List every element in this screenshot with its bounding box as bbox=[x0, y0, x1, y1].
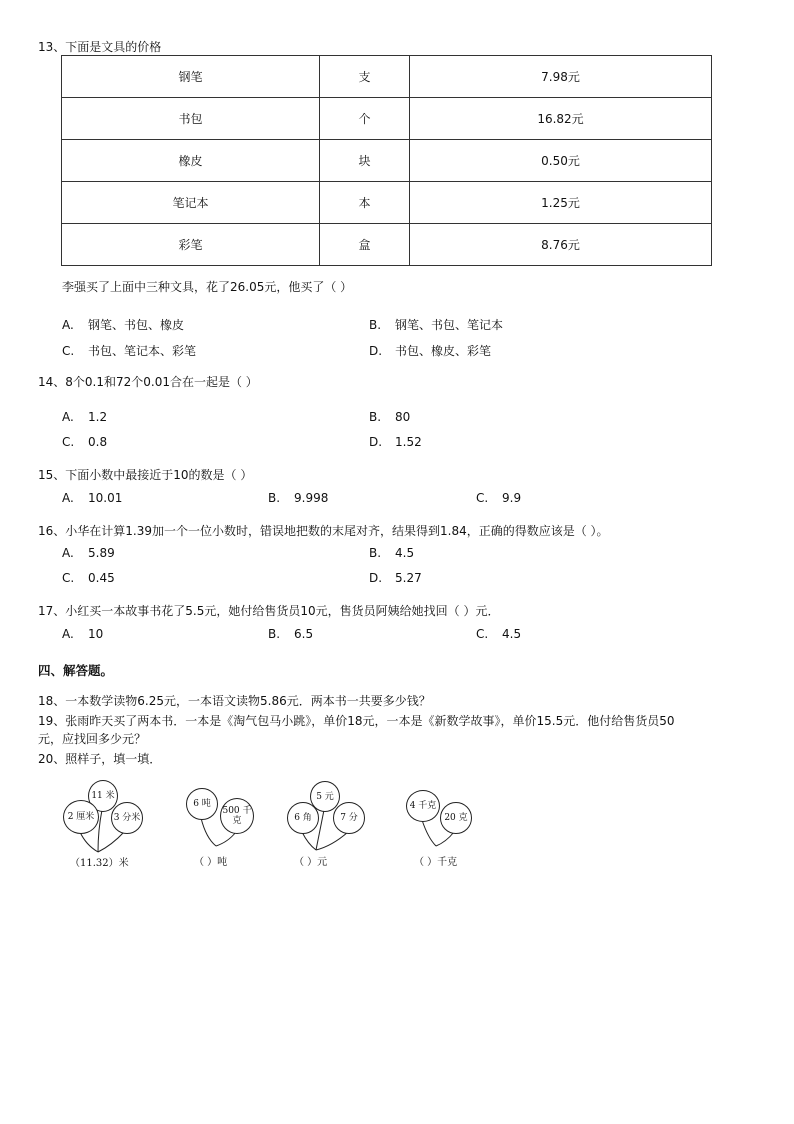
item-price: 1.25元 bbox=[410, 182, 712, 224]
item-name: 橡皮 bbox=[62, 140, 320, 182]
option-text: 0.8 bbox=[88, 435, 108, 449]
option-text: 1.2 bbox=[88, 410, 108, 424]
option-letter: B. bbox=[369, 410, 382, 424]
balloon: 11 米 bbox=[88, 780, 118, 812]
q13-title: 13、下面是文具的价格 bbox=[38, 40, 162, 54]
item-price: 0.50元 bbox=[410, 140, 712, 182]
option-letter: A. bbox=[62, 318, 74, 332]
item-unit: 个 bbox=[320, 98, 410, 140]
item-price: 16.82元 bbox=[410, 98, 712, 140]
option-letter: C. bbox=[62, 435, 75, 449]
answer-blank[interactable]: （ ）元 bbox=[294, 857, 328, 868]
option-text: 80 bbox=[395, 410, 411, 424]
option-text: 书包、橡皮、彩笔 bbox=[395, 344, 492, 358]
option-letter: B. bbox=[268, 627, 281, 641]
answer-blank[interactable]: （ ）千克 bbox=[414, 857, 458, 868]
balloon-string bbox=[436, 832, 454, 846]
option-text: 9.9 bbox=[502, 491, 522, 505]
option-text: 钢笔、书包、橡皮 bbox=[88, 318, 185, 332]
option-text: 6.5 bbox=[294, 627, 314, 641]
option-text: 钢笔、书包、笔记本 bbox=[395, 318, 504, 332]
item-name: 书包 bbox=[62, 98, 320, 140]
q13-stem: 李强买了上面中三种文具，花了26.05元，他买了（ ） bbox=[62, 280, 353, 294]
option-letter: C. bbox=[476, 627, 489, 641]
item-unit: 盒 bbox=[320, 224, 410, 266]
balloon-string bbox=[201, 818, 216, 846]
balloon: 3 分米 bbox=[111, 802, 143, 834]
balloon-string bbox=[98, 832, 124, 852]
option-letter: D. bbox=[369, 571, 383, 585]
option-text: 0.45 bbox=[88, 571, 115, 585]
balloon: 4 千克 bbox=[406, 790, 440, 822]
balloon-string bbox=[302, 832, 316, 850]
balloon-string bbox=[422, 820, 436, 846]
q20-title: 20、照样子，填一填． bbox=[38, 752, 162, 766]
option-text: 9.998 bbox=[294, 491, 329, 505]
option-letter: C. bbox=[62, 571, 75, 585]
option-letter: B. bbox=[369, 546, 382, 560]
option-letter: C. bbox=[476, 491, 489, 505]
item-unit: 本 bbox=[320, 182, 410, 224]
item-price: 8.76元 bbox=[410, 224, 712, 266]
balloon: 500 千克 bbox=[220, 798, 254, 834]
option-letter: D. bbox=[369, 344, 383, 358]
section-title: 四、解答题。 bbox=[38, 663, 114, 678]
balloon: 7 分 bbox=[333, 802, 365, 834]
option-text: 4.5 bbox=[395, 546, 415, 560]
option-text: 10.01 bbox=[88, 491, 123, 505]
option-text: 书包、笔记本、彩笔 bbox=[88, 344, 197, 358]
balloon: 6 吨 bbox=[186, 788, 218, 820]
item-name: 钢笔 bbox=[62, 56, 320, 98]
answer-blank[interactable]: （ ）吨 bbox=[194, 857, 228, 868]
item-name: 彩笔 bbox=[62, 224, 320, 266]
option-letter: C. bbox=[62, 344, 75, 358]
option-text: 1.52 bbox=[395, 435, 422, 449]
option-letter: D. bbox=[369, 435, 383, 449]
q16-title: 16、小华在计算1.39加一个一位小数时，错误地把数的末尾对齐，结果得到1.84，正确的得数应该是（ ）。 bbox=[38, 524, 609, 538]
balloon: 20 克 bbox=[440, 802, 472, 834]
answer-blank[interactable]: （11.32）米 bbox=[70, 858, 129, 869]
option-letter: A. bbox=[62, 546, 74, 560]
option-letter: B. bbox=[369, 318, 382, 332]
option-text: 4.5 bbox=[502, 627, 522, 641]
item-price: 7.98元 bbox=[410, 56, 712, 98]
q18-text: 18、一本数学读物6.25元，一本语文读物5.86元．两本书一共要多少钱？ bbox=[38, 694, 431, 708]
balloon: 6 角 bbox=[287, 802, 319, 834]
q19-line2: 元，应找回多少元？ bbox=[38, 732, 147, 746]
balloon: 2 厘米 bbox=[63, 800, 99, 834]
option-text: 5.89 bbox=[88, 546, 115, 560]
item-unit: 块 bbox=[320, 140, 410, 182]
q15-title: 15、下面小数中最接近于10的数是（ ） bbox=[38, 468, 253, 482]
q17-title: 17、小红买一本故事书花了5.5元，她付给售货员10元，售货员阿姨给她找回（ ）元． bbox=[38, 604, 500, 618]
option-letter: A. bbox=[62, 627, 74, 641]
option-text: 10 bbox=[88, 627, 104, 641]
option-letter: A. bbox=[62, 410, 74, 424]
balloon-string bbox=[80, 832, 98, 852]
q19-line1: 19、张雨昨天买了两本书．一本是《淘气包马小跳》，单价18元，一本是《新数学故事》，单价15.5元．他付给售货员50 bbox=[38, 714, 675, 728]
balloon-string bbox=[316, 832, 348, 850]
option-letter: A. bbox=[62, 491, 74, 505]
option-letter: B. bbox=[268, 491, 281, 505]
item-unit: 支 bbox=[320, 56, 410, 98]
item-name: 笔记本 bbox=[62, 182, 320, 224]
balloon-string bbox=[216, 832, 236, 846]
option-text: 5.27 bbox=[395, 571, 422, 585]
balloon: 5 元 bbox=[310, 781, 340, 812]
q14-title: 14、8个0.1和72个0.01合在一起是（ ） bbox=[38, 375, 258, 389]
